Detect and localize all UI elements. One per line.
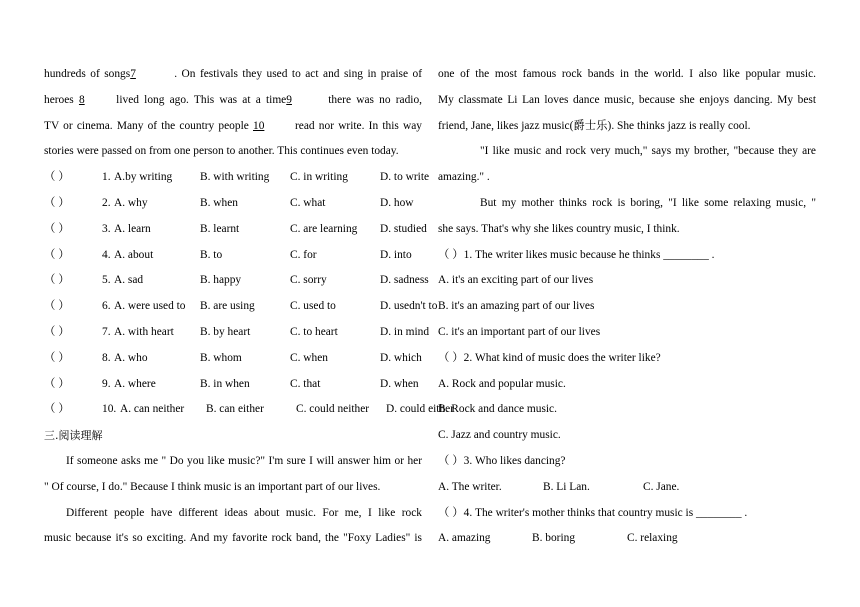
- reading-line: But my mother thinks rock is boring, "I like some relaxing music, ": [480, 196, 816, 209]
- answer-paren: （ ）: [44, 403, 70, 416]
- question-stem: （ ）3. Who likes dancing?: [438, 454, 566, 467]
- question-option: B. Rock and dance music.: [438, 403, 557, 416]
- option-row: [44, 397, 455, 423]
- answer-blank: 8: [78, 93, 85, 106]
- question-option: B. boring: [532, 532, 576, 545]
- question-options-row: [438, 475, 816, 501]
- question-option: C. Jazz and country music.: [438, 429, 561, 442]
- option-b: B. with writing: [200, 171, 270, 184]
- option-d: D. usedn't to: [380, 300, 438, 313]
- option-d: D. which: [380, 351, 422, 364]
- option-d: D. in mind: [380, 325, 430, 338]
- answer-blank: 9: [286, 93, 292, 106]
- passage-text: heroes: [44, 93, 79, 106]
- reading-line: friend, Jane, likes jazz music(爵士乐). She thinks jazz is really cool.: [438, 119, 751, 132]
- option-b: B. are using: [200, 300, 255, 313]
- option-d: D. into: [380, 248, 412, 261]
- question-stem: （ ）4. The writer's mother thinks that country music is ________ .: [438, 506, 748, 519]
- option-b: B. whom: [200, 351, 242, 364]
- passage-line: [44, 139, 422, 165]
- option-row: [44, 346, 422, 372]
- answer-paren: （ ）: [44, 274, 70, 287]
- reading-line: music because it's so exciting. And my favorite rock band, the "Foxy Ladies" is: [44, 532, 422, 545]
- reading-line: she says. That's why she likes country music, I think.: [438, 222, 680, 235]
- option-b: B. can either: [206, 403, 264, 416]
- passage-line: [44, 62, 422, 88]
- option-a: A. sad: [114, 274, 144, 287]
- option-b: B. in when: [200, 377, 250, 390]
- question-number: 9.: [102, 377, 111, 390]
- option-a: A. were used to: [114, 300, 186, 313]
- option-c: C. in writing: [290, 171, 348, 184]
- question-option: C. relaxing: [627, 532, 678, 545]
- question-option: A. amazing: [438, 532, 491, 545]
- options-list: [44, 165, 455, 423]
- question-option: B. Li Lan.: [543, 480, 590, 493]
- passage-text: stories were passed on from one person to another. This continues even today.: [44, 145, 399, 158]
- question-options-row: [438, 526, 816, 552]
- option-c: C. when: [290, 351, 328, 364]
- question-stem: （ ）1. The writer likes music because he thinks ________ .: [438, 248, 715, 261]
- answer-paren: （ ）: [44, 171, 70, 184]
- option-d: D. how: [380, 196, 414, 209]
- option-c: C. sorry: [290, 274, 327, 287]
- option-a: A. learn: [114, 222, 151, 235]
- question-option: A. Rock and popular music.: [438, 377, 566, 390]
- option-b: B. to: [200, 248, 223, 261]
- option-row: [44, 217, 427, 243]
- option-row: [44, 372, 422, 398]
- reading-line: If someone asks me " Do you like music?" I'm sure I will answer him or her: [66, 454, 422, 467]
- question-option: A. The writer.: [438, 480, 502, 493]
- option-d: D. sadness: [380, 274, 429, 287]
- option-row: [44, 294, 438, 320]
- passage-text: TV or cinema. Many of the country people: [44, 119, 253, 132]
- answer-blank: 7: [130, 68, 136, 80]
- option-row: [44, 243, 422, 269]
- answer-paren: （ ）: [44, 222, 70, 235]
- option-row: [44, 191, 422, 217]
- answer-paren: （ ）: [44, 377, 70, 390]
- option-c: C. could neither: [296, 403, 370, 416]
- option-row: [44, 268, 429, 294]
- option-a: A.by writing: [114, 171, 173, 184]
- option-c: C. what: [290, 196, 326, 209]
- option-row: [44, 165, 430, 191]
- question-number: 1.: [102, 171, 111, 184]
- option-b: B. learnt: [200, 222, 240, 235]
- question-number: 4.: [102, 248, 111, 261]
- question-option: C. it's an important part of our lives: [438, 325, 601, 338]
- passage-text: hundreds of songs: [44, 68, 131, 80]
- question-number: 5.: [102, 274, 111, 287]
- question-number: 10.: [102, 403, 117, 416]
- option-b: B. when: [200, 196, 238, 209]
- option-d: D. studied: [380, 222, 427, 235]
- reading-line: amazing." .: [438, 171, 490, 184]
- option-row: [44, 320, 430, 346]
- section-title: 三.阅读理解: [44, 429, 103, 443]
- passage-text: lived long ago. This was at a time: [110, 93, 287, 106]
- question-number: 6.: [102, 300, 111, 313]
- option-d: D. could either: [386, 403, 455, 416]
- answer-paren: （ ）: [44, 196, 70, 209]
- option-a: A. with heart: [114, 325, 174, 338]
- option-a: A. about: [114, 248, 154, 261]
- option-d: D. when: [380, 377, 419, 390]
- question-option: B. it's an amazing part of our lives: [438, 300, 595, 313]
- right-column: [438, 62, 816, 552]
- option-a: A. who: [114, 351, 148, 364]
- option-d: D. to write: [380, 171, 430, 184]
- passage-line: [44, 88, 422, 114]
- option-c: C. are learning: [290, 222, 358, 235]
- answer-paren: （ ）: [44, 300, 70, 313]
- passage-text: . On festivals they used to act and sing in praise of: [174, 68, 422, 80]
- passage-text: there was no radio,: [328, 93, 423, 106]
- question-number: 3.: [102, 222, 111, 235]
- answer-blank: 10: [253, 119, 265, 132]
- option-c: C. that: [290, 377, 321, 390]
- question-number: 8.: [102, 351, 111, 364]
- passage-text: read nor write. In this way: [295, 119, 422, 132]
- option-b: B. happy: [200, 274, 242, 287]
- option-a: A. why: [114, 196, 148, 209]
- reading-line: Different people have different ideas about music. For me, I like rock: [66, 506, 422, 519]
- question-number: 7.: [102, 325, 111, 338]
- question-option: A. it's an exciting part of our lives: [438, 274, 594, 287]
- left-column: [44, 62, 455, 552]
- question-number: 2.: [102, 196, 111, 209]
- option-a: A. can neither: [120, 403, 185, 416]
- answer-paren: （ ）: [44, 248, 70, 261]
- option-c: C. to heart: [290, 325, 338, 338]
- option-a: A. where: [114, 377, 156, 390]
- passage-line: [44, 114, 422, 140]
- question-stem: （ ）2. What kind of music does the writer like?: [438, 351, 661, 364]
- answer-paren: （ ）: [44, 351, 70, 364]
- reading-line: "I like music and rock very much," says my brother, "because they are: [480, 145, 816, 158]
- reading-line: " Of course, I do." Because I think music is an important part of our lives.: [44, 480, 381, 493]
- reading-line: one of the most famous rock bands in the world. I also like popular music.: [438, 68, 816, 80]
- option-c: C. used to: [290, 300, 336, 313]
- answer-paren: （ ）: [44, 325, 70, 338]
- option-b: B. by heart: [200, 325, 251, 338]
- question-option: C. Jane.: [643, 480, 680, 493]
- option-c: C. for: [290, 248, 317, 261]
- reading-line: My classmate Li Lan loves dance music, because she enjoys dancing. My best: [438, 93, 816, 106]
